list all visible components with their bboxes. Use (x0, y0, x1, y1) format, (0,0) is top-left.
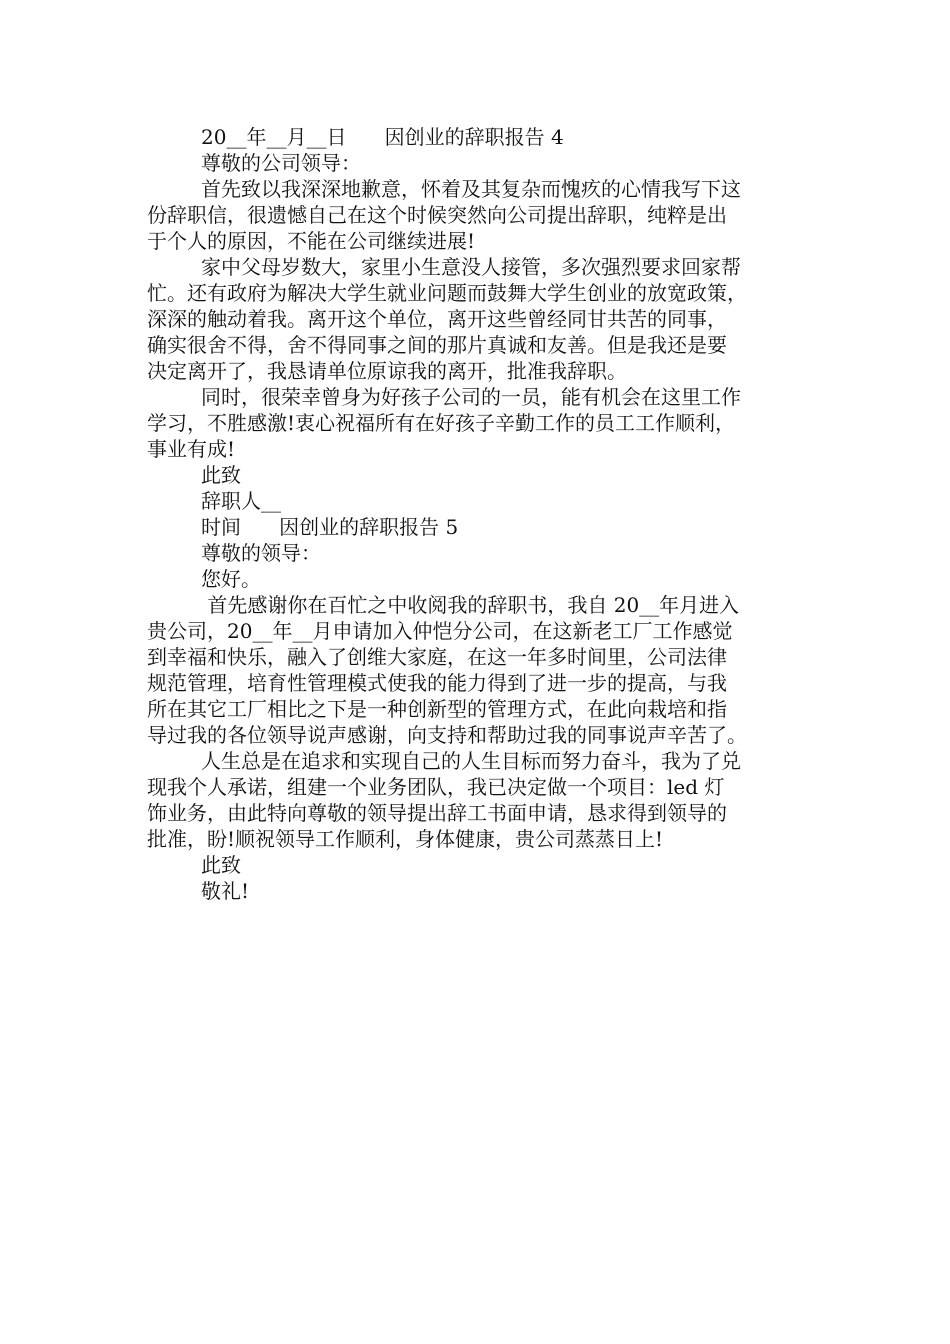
document-line: 所在其它工厂相比之下是一种创新型的管理方式，在此向栽培和指 (147, 697, 727, 721)
document-line: 饰业务，由此特向尊敬的领导提出辞工书面申请，恳求得到领导的 (147, 801, 727, 825)
document-line: 导过我的各位领导说声感谢，向支持和帮助过我的同事说声辛苦了。 (147, 723, 747, 747)
document-line: 辞职人__ (201, 489, 281, 513)
document-line: 尊敬的公司领导： (201, 151, 361, 175)
document-line: 于个人的原因，不能在公司继续进展! (147, 229, 476, 253)
document-line: 此致 (201, 853, 241, 877)
document-line: 事业有成! (147, 437, 236, 461)
document-line: 学习，不胜感激!衷心祝福所有在好孩子辛勤工作的员工工作顺利， (147, 411, 736, 435)
document-line: 批准，盼!顺祝领导工作顺利，身体健康，贵公司蒸蒸日上! (147, 827, 664, 851)
document-line: 深深的触动着我。离开这个单位，离开这些曾经同甘共苦的同事， (147, 307, 727, 331)
document-line: 到幸福和快乐，融入了创维大家庭，在这一年多时间里，公司法律 (147, 645, 727, 669)
document-line: 时间 因创业的辞职报告 5 (201, 515, 459, 539)
document-line: 此致 (201, 463, 241, 487)
document-body (147, 124, 807, 904)
document-line: 贵公司，20__年__月申请加入仲恺分公司，在这新老工厂工作感觉 (147, 619, 733, 643)
document-line: 现我个人承诺，组建一个业务团队，我已决定做一个项目：led 灯 (147, 775, 725, 799)
document-line: 家中父母岁数大，家里小生意没人接管，多次强烈要求回家帮 (201, 255, 741, 279)
document-line: 敬礼! (201, 879, 250, 903)
document-line: 同时，很荣幸曾身为好孩子公司的一员，能有机会在这里工作 (201, 385, 741, 409)
document-line: 人生总是在追求和实现自己的人生目标而努力奋斗，我为了兑 (201, 749, 741, 773)
document-line: 忙。还有政府为解决大学生就业问题而鼓舞大学生创业的放宽政策， (147, 281, 747, 305)
document-line: 确实很舍不得，舍不得同事之间的那片真诚和友善。但是我还是要 (147, 333, 727, 357)
document-line: 尊敬的领导： (201, 541, 321, 565)
document-line: 决定离开了，我恳请单位原谅我的离开，批准我辞职。 (147, 359, 627, 383)
document-line: 您好。 (201, 567, 261, 591)
document-line: 份辞职信，很遗憾自己在这个时候突然向公司提出辞职，纯粹是出 (147, 203, 727, 227)
document-line: 20__年__月__日 因创业的辞职报告 4 (201, 125, 564, 149)
document-line: 规范管理，培育性管理模式使我的能力得到了进一步的提高，与我 (147, 671, 727, 695)
document-line: 首先致以我深深地歉意，怀着及其复杂而愧疚的心情我写下这 (201, 177, 741, 201)
document-line: 首先感谢你在百忙之中收阅我的辞职书，我自 20__年月进入 (201, 593, 740, 617)
